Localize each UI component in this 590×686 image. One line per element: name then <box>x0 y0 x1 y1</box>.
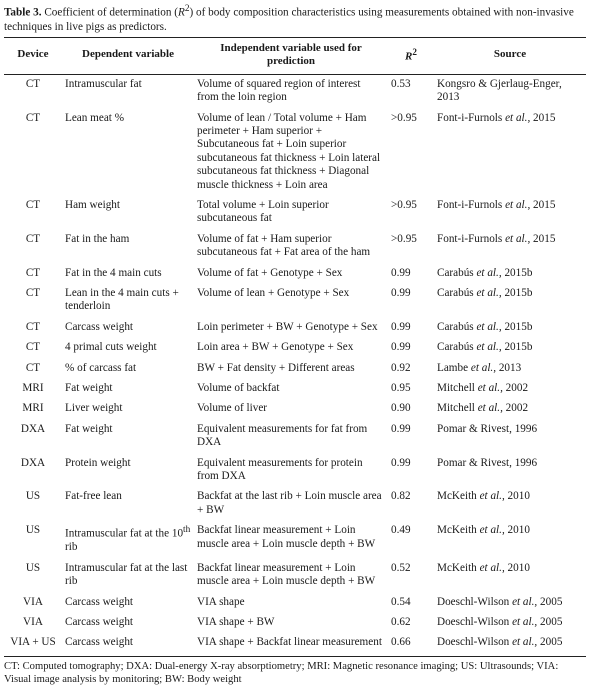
source-year: 2002 <box>502 382 529 395</box>
cell-independent-variable: VIA shape + BW <box>197 616 275 629</box>
cell-independent-variable: VIA shape <box>197 595 245 608</box>
table-body <box>4 74 586 656</box>
table-row <box>4 399 586 419</box>
cell-dependent-variable: Intramuscular fat <box>65 77 142 90</box>
table-row <box>4 613 586 633</box>
cell-r2: 0.92 <box>391 361 411 374</box>
cell-device: VIA + US <box>4 633 62 656</box>
cell-dependent-variable: Protein weight <box>65 456 131 469</box>
cell-r2: 0.82 <box>391 490 411 503</box>
source-year: 2015b <box>501 320 533 333</box>
source-authors: Carabús <box>437 320 477 333</box>
cell-device: CT <box>25 341 41 354</box>
source-authors: Pomar & Rivest, 1996 <box>437 456 538 469</box>
cell-r2: 0.52 <box>391 561 411 574</box>
source-authors: Doeschl-Wilson <box>437 595 513 608</box>
cell-device: CT <box>25 77 41 90</box>
source-authors: Font-i-Furnols <box>437 198 506 211</box>
caption-r2-symbol: R <box>178 6 185 19</box>
source-authors: Pomar & Rivest, 1996 <box>437 422 538 435</box>
table-header <box>4 37 586 74</box>
cell-device: CT <box>25 111 41 124</box>
cell-dependent-variable: Liver weight <box>65 402 123 415</box>
source-authors: McKeith <box>437 561 480 574</box>
caption-text-a: Coefficient of determination ( <box>41 6 178 19</box>
header-independent-variable: Independent variable used for prediction <box>194 37 388 74</box>
source-authors: Font-i-Furnols <box>437 111 506 124</box>
table-row <box>4 74 586 108</box>
cell-device: US <box>25 490 41 503</box>
source-etal: et al., <box>512 616 538 629</box>
header-device: Device <box>4 37 62 74</box>
source-year: 2005 <box>537 636 563 649</box>
cell-r2: 0.49 <box>391 524 411 537</box>
header-r2 <box>388 37 434 74</box>
cell-source <box>434 487 586 521</box>
table-row <box>4 359 586 379</box>
cell-device: DXA <box>20 422 46 435</box>
table-row <box>4 338 586 358</box>
cell-independent-variable: VIA shape + Backfat linear measurement <box>194 633 388 656</box>
cell-device: VIA <box>23 595 43 608</box>
cell-source <box>434 559 586 593</box>
caption-label: Table 3. <box>4 6 42 19</box>
caption-r2-sup: 2 <box>184 4 190 14</box>
cell-independent-variable: Backfat linear measurement + Loin muscle area + Loin muscle depth + BW <box>197 524 376 550</box>
cell-dependent-variable: Carcass weight <box>65 320 134 333</box>
table-row <box>4 318 586 338</box>
cell-r2: 0.99 <box>391 422 411 435</box>
source-year: 2002 <box>502 402 529 415</box>
source-year: 2015 <box>530 198 556 211</box>
header-row <box>4 37 586 74</box>
cell-r2: 0.99 <box>391 266 411 279</box>
cell-r2: 0.54 <box>391 595 411 608</box>
table-caption <box>4 2 586 34</box>
cell-device: CT <box>25 266 41 279</box>
cell-r2: 0.99 <box>391 320 411 333</box>
source-etal: et al., <box>479 490 505 503</box>
cell-dependent-variable: Intramuscular fat at the 10th rib <box>65 525 191 554</box>
cell-r2: 0.62 <box>391 616 411 629</box>
header-source: Source <box>434 37 586 74</box>
cell-source <box>434 420 586 454</box>
cell-source <box>434 593 586 613</box>
source-year: 2013 <box>496 361 522 374</box>
cell-independent-variable: Loin perimeter + BW + Genotype + Sex <box>197 320 378 333</box>
table-row <box>4 487 586 521</box>
source-etal: et al., <box>476 320 502 333</box>
source-year: 2010 <box>504 490 530 503</box>
cell-source <box>434 633 586 656</box>
cell-device: CT <box>25 198 41 211</box>
cell-dependent-variable: Fat-free lean <box>65 490 122 503</box>
cell-independent-variable: Volume of fat + Genotype + Sex <box>197 266 343 279</box>
cell-device: US <box>25 561 41 574</box>
cell-r2: 0.99 <box>391 456 411 469</box>
source-year: 2005 <box>537 595 563 608</box>
cell-dependent-variable: Fat weight <box>65 382 113 395</box>
data-table <box>4 37 586 657</box>
source-year: 2015b <box>501 266 533 279</box>
table-row <box>4 264 586 284</box>
cell-source <box>434 379 586 399</box>
source-year: 2010 <box>504 524 530 537</box>
cell-source <box>434 196 586 230</box>
source-authors: Kongsro & Gjerlaug-Enger, 2013 <box>437 77 562 104</box>
cell-independent-variable: Loin area + BW + Genotype + Sex <box>197 341 354 354</box>
cell-source <box>434 264 586 284</box>
cell-source <box>434 338 586 358</box>
source-authors: Carabús <box>437 341 477 354</box>
table-row <box>4 230 586 264</box>
source-etal: et al., <box>479 524 505 537</box>
source-etal: et al., <box>477 402 503 415</box>
cell-independent-variable: Backfat linear measurement + Loin muscle area + Loin muscle depth + BW <box>197 561 376 588</box>
table-row <box>4 521 586 559</box>
table-row <box>4 593 586 613</box>
source-authors: Lambe <box>437 361 471 374</box>
cell-device: MRI <box>22 382 44 395</box>
table-row <box>4 284 586 318</box>
cell-device: CT <box>25 232 41 245</box>
cell-source <box>434 318 586 338</box>
cell-r2: 0.99 <box>391 287 411 300</box>
cell-r2: >0.95 <box>391 232 417 245</box>
caption-text-b: ) of body composition characteristics using measurements obtained with non-invasive techniques in live pigs as predictors. <box>4 6 574 33</box>
cell-dependent-variable: Fat weight <box>65 422 113 435</box>
cell-source <box>434 613 586 633</box>
table-row <box>4 454 586 488</box>
table-row <box>4 109 586 196</box>
header-r2-symbol: R <box>405 50 413 63</box>
cell-device: MRI <box>22 402 44 415</box>
source-etal: et al., <box>512 595 538 608</box>
cell-independent-variable: Volume of lean + Genotype + Sex <box>197 287 350 300</box>
cell-device: CT <box>25 320 41 333</box>
cell-dependent-variable: % of carcass fat <box>65 361 137 374</box>
cell-independent-variable: Volume of backfat <box>197 382 280 395</box>
table-row <box>4 559 586 593</box>
cell-r2: >0.95 <box>391 111 417 124</box>
cell-independent-variable: BW + Fat density + Different areas <box>197 361 355 374</box>
ordinal-suffix: th <box>183 525 191 536</box>
source-etal: et al., <box>505 111 531 124</box>
source-year: 2005 <box>537 616 563 629</box>
cell-source <box>434 109 586 196</box>
cell-source <box>434 454 586 488</box>
cell-dependent-variable: Lean in the 4 main cuts + tenderloin <box>65 287 179 313</box>
header-r2-sup: 2 <box>412 46 417 57</box>
cell-r2: >0.95 <box>391 198 417 211</box>
source-authors: Carabús <box>437 266 477 279</box>
source-etal: et al., <box>479 561 505 574</box>
cell-dependent-variable: Fat in the 4 main cuts <box>65 266 162 279</box>
cell-r2: 0.53 <box>391 77 411 90</box>
cell-dependent-variable: Lean meat % <box>65 111 125 124</box>
cell-dependent-variable: Carcass weight <box>62 633 194 656</box>
cell-source <box>434 399 586 419</box>
source-etal: et al., <box>505 232 531 245</box>
source-etal: et al., <box>470 361 497 374</box>
source-etal: et al., <box>476 341 502 354</box>
cell-independent-variable: Volume of squared region of interest from the loin region <box>197 77 361 104</box>
cell-dependent-variable: Carcass weight <box>65 595 134 608</box>
source-year: 2015 <box>530 111 556 124</box>
cell-independent-variable: Volume of lean / Total volume + Ham perimeter + Ham superior + Subcutaneous fat + Loin superior subcutaneous fat thickness + Loin lateral subcutaneous fat thickness + Diagonal muscle thickness + Loin area <box>197 111 381 191</box>
source-authors: Doeschl-Wilson <box>437 636 513 649</box>
source-authors: Doeschl-Wilson <box>437 616 513 629</box>
cell-independent-variable: Volume of liver <box>197 402 268 415</box>
source-authors: Mitchell <box>437 402 478 415</box>
cell-dependent-variable: Carcass weight <box>65 616 134 629</box>
cell-r2: 0.95 <box>391 382 411 395</box>
cell-device: CT <box>25 361 41 374</box>
cell-device: DXA <box>20 456 46 469</box>
source-etal: et al., <box>477 382 503 395</box>
table-footnote: CT: Computed tomography; DXA: Dual-energy X-ray absorptiometry; MRI: Magnetic resonance imaging; US: Ultrasounds; VIA: Visual image analysis by monitoring; BW: Body weight <box>4 660 559 685</box>
cell-device: US <box>25 524 41 537</box>
table-row <box>4 196 586 230</box>
cell-independent-variable: Total volume + Loin superior subcutaneous fat <box>197 198 329 225</box>
source-year: 2015b <box>501 287 533 300</box>
cell-source <box>434 284 586 318</box>
cell-source <box>434 521 586 559</box>
cell-independent-variable: Volume of fat + Ham superior subcutaneous fat + Fat area of the ham <box>197 232 371 259</box>
source-etal: et al., <box>512 636 538 649</box>
cell-r2: 0.90 <box>391 402 411 415</box>
source-etal: et al., <box>505 198 531 211</box>
cell-r2: 0.66 <box>388 633 434 656</box>
table-row <box>4 633 586 656</box>
source-authors: McKeith <box>437 524 480 537</box>
cell-independent-variable: Backfat at the last rib + Loin muscle area + BW <box>197 490 382 516</box>
cell-dependent-variable: Intramuscular fat at the last rib <box>65 561 188 588</box>
cell-source <box>434 74 586 108</box>
source-authors: McKeith <box>437 490 480 503</box>
source-authors: Carabús <box>437 287 477 300</box>
cell-independent-variable: Equivalent measurements for fat from DXA <box>197 422 368 449</box>
cell-device: VIA <box>23 616 43 629</box>
source-authors: Mitchell <box>437 382 478 395</box>
source-year: 2010 <box>504 561 530 574</box>
source-etal: et al., <box>476 287 502 300</box>
cell-independent-variable: Equivalent measurements for protein from DXA <box>197 456 363 483</box>
source-year: 2015b <box>501 341 533 354</box>
source-year: 2015 <box>530 232 556 245</box>
table-row <box>4 420 586 454</box>
cell-dependent-variable: 4 primal cuts weight <box>65 341 157 354</box>
cell-r2: 0.99 <box>391 341 411 354</box>
table-row <box>4 379 586 399</box>
cell-dependent-variable: Ham weight <box>65 198 120 211</box>
cell-source <box>434 359 586 379</box>
source-etal: et al., <box>476 266 502 279</box>
header-dependent-variable: Dependent variable <box>62 37 194 74</box>
cell-dependent-variable: Fat in the ham <box>65 232 130 245</box>
cell-source <box>434 230 586 264</box>
source-authors: Font-i-Furnols <box>437 232 506 245</box>
cell-device: CT <box>25 287 41 300</box>
